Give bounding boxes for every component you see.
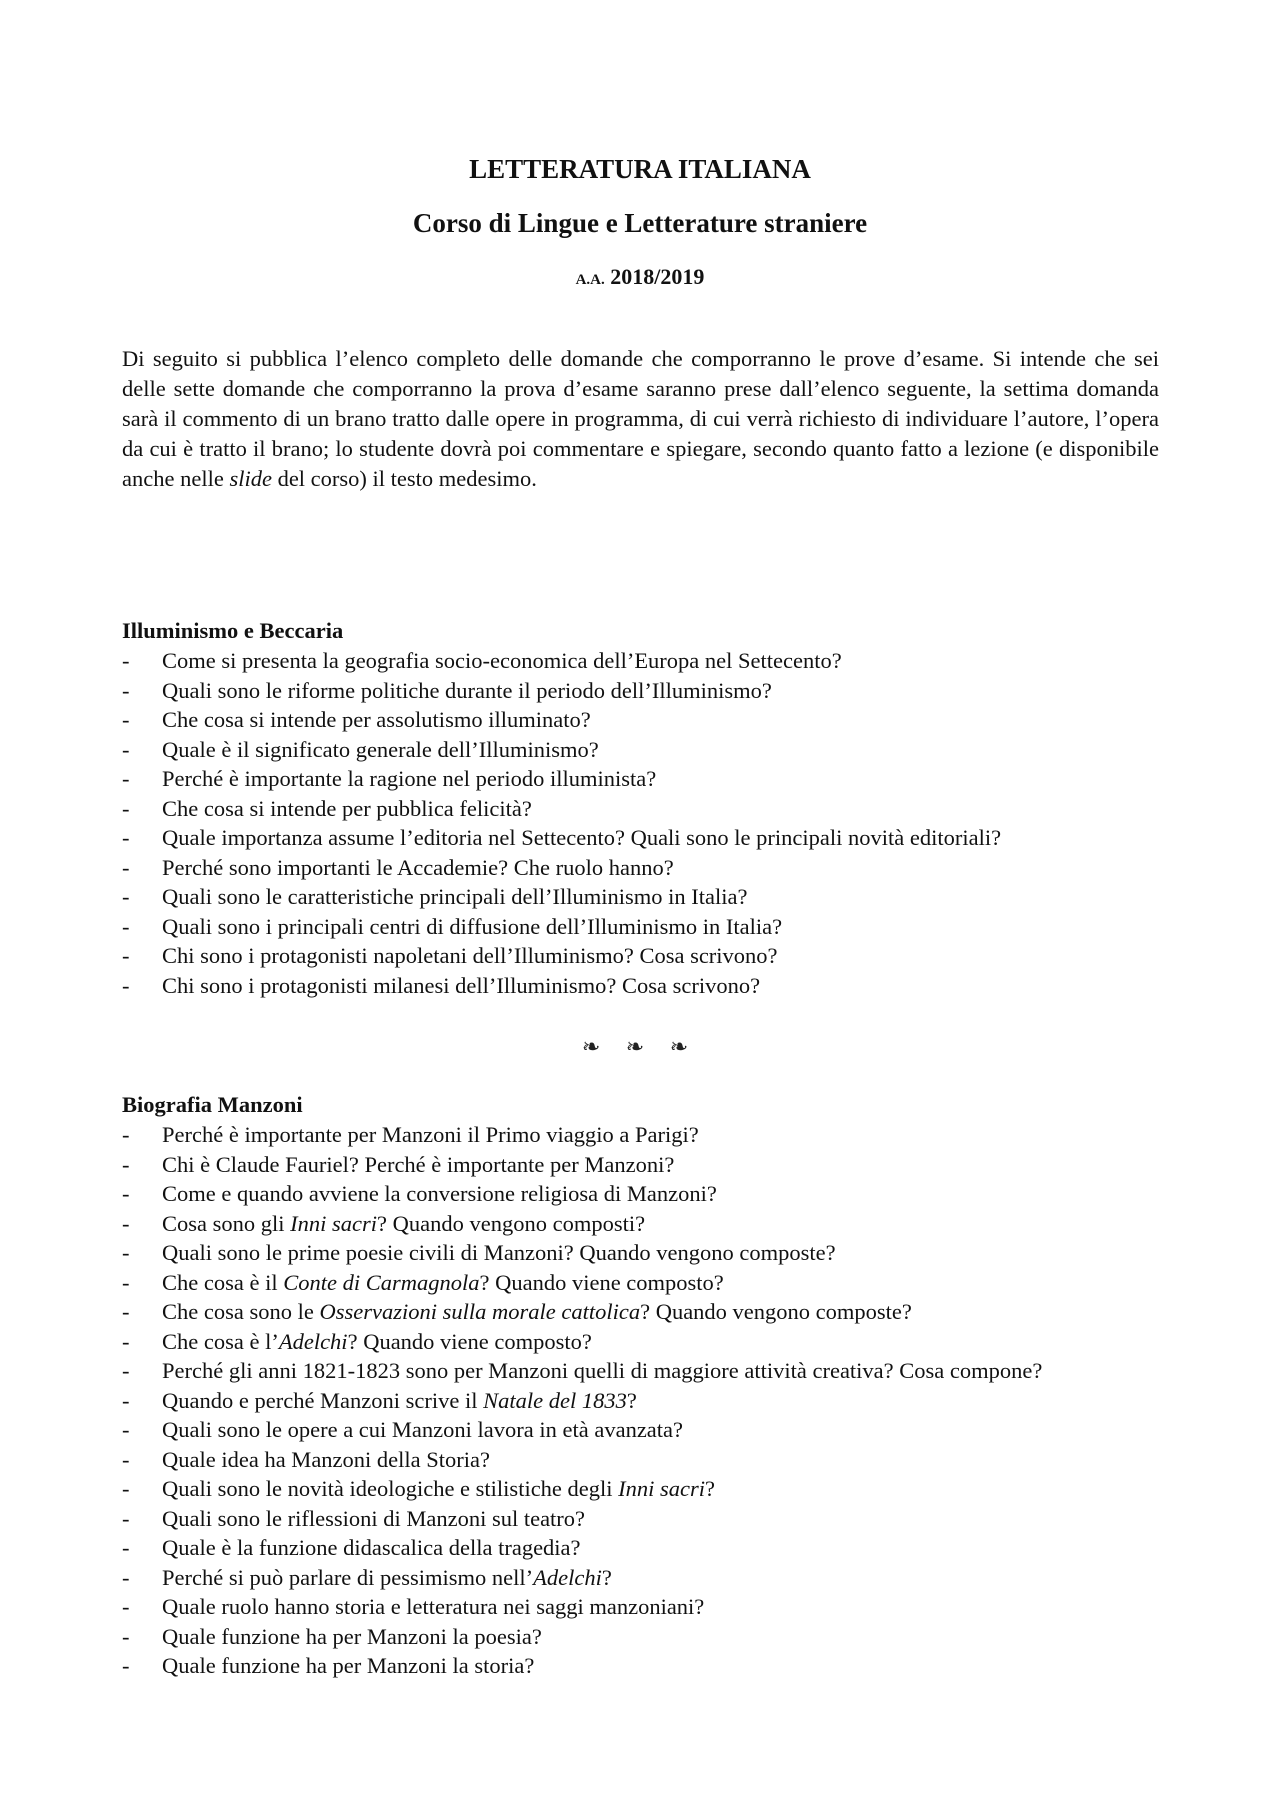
section-divider-ornament: ❧ ❧ ❧ [581,1034,699,1059]
question-text: Perché gli anni 1821-1823 sono per Manzoni quelli di maggiore attività creativa? Cosa compone? [162,1358,1043,1383]
question-item [122,1268,1172,1298]
question-item [122,1563,1172,1593]
question-item [122,912,1172,942]
bullet-dash: - [122,1269,130,1295]
bullet-dash: - [122,1387,130,1413]
question-item [122,1209,1172,1239]
section-heading-illuminismo: Illuminismo e Beccaria [122,618,344,643]
question-item [122,646,1172,676]
intro-italic-word: slide [229,466,272,491]
question-italic-title: Inni sacri [290,1210,378,1236]
bullet-dash: - [122,795,130,821]
question-italic-title: Adelchi [533,1564,602,1590]
question-item [122,1120,1172,1150]
question-item [122,676,1172,706]
bullet-dash: - [122,1564,130,1590]
bullet-dash: - [122,825,130,850]
question-item [122,735,1172,765]
bullet-dash: - [122,913,130,939]
question-list-manzoni [122,1120,1172,1681]
question-item [122,705,1172,735]
question-text: Chi è Claude Fauriel? Perché è importante per Manzoni? [162,1151,675,1177]
section-heading-manzoni: Biografia Manzoni [122,1092,303,1117]
bullet-dash: - [122,1476,130,1501]
question-item [122,764,1172,794]
question-item [122,1415,1172,1445]
question-text: ? Quando vengono composti? [377,1210,646,1236]
question-item [122,941,1172,971]
question-text: Quali sono le novità ideologiche e stilistiche degli [162,1476,619,1501]
question-text: Cosa sono gli [162,1210,291,1236]
question-italic-title: Inni sacri [618,1476,706,1501]
question-text: Chi sono i protagonisti milanesi dell’Illuminismo? Cosa scrivono? [162,972,761,998]
bullet-dash: - [122,1623,130,1649]
question-item [122,1651,1172,1681]
question-item [122,882,1172,912]
bullet-dash: - [122,943,130,968]
question-italic-title: Osservazioni sulla morale cattolica [319,1299,641,1324]
bullet-dash: - [122,1210,130,1236]
question-item [122,1327,1172,1357]
question-item [122,1179,1172,1209]
question-italic-title: Adelchi [278,1328,348,1354]
question-item [122,794,1172,824]
bullet-dash: - [122,766,130,791]
bullet-dash: - [122,648,130,673]
question-text: Come e quando avviene la conversione religiosa di Manzoni? [162,1181,717,1206]
bullet-dash: - [122,1594,130,1619]
question-text: Quali sono le prime poesie civili di Manzoni? Quando vengono composte? [162,1240,836,1265]
question-text: Perché è importante per Manzoni il Primo viaggio a Parigi? [162,1122,699,1147]
question-text: Quale è la funzione didascalica della tragedia? [162,1535,581,1560]
document-title: LETTERATURA ITALIANA [469,154,811,184]
question-item [122,1474,1172,1504]
question-text: ? [705,1476,716,1501]
question-text: Che cosa sono le [162,1299,320,1324]
bullet-dash: - [122,707,130,732]
question-text: Quali sono i principali centri di diffusione dell’Illuminismo in Italia? [162,913,783,939]
bullet-dash: - [122,1535,130,1560]
question-item [122,1504,1172,1534]
question-text: Quale funzione ha per Manzoni la poesia? [162,1623,542,1649]
question-text: Quali sono le opere a cui Manzoni lavora in età avanzata? [162,1417,684,1442]
question-text: Quale è il significato generale dell’Illuminismo? [162,736,599,762]
question-text: Quale idea ha Manzoni della Storia? [162,1446,490,1472]
question-text: Che cosa è il [162,1269,284,1295]
question-item [122,853,1172,883]
question-italic-title: Conte di Carmagnola [283,1269,480,1295]
bullet-dash: - [122,1446,130,1472]
question-item [122,1533,1172,1563]
question-item [122,1386,1172,1416]
question-text: Come si presenta la geografia socio-economica dell’Europa nel Settecento? [162,648,842,673]
question-text: Quali sono le caratteristiche principali dell’Illuminismo in Italia? [162,884,748,909]
bullet-dash: - [122,1505,130,1531]
question-item [122,1622,1172,1652]
bullet-dash: - [122,1358,130,1383]
question-item [122,1238,1172,1268]
document-subtitle: Corso di Lingue e Letterature straniere [412,208,868,238]
question-text: ? Quando viene composto? [479,1269,724,1295]
bullet-dash: - [122,1151,130,1177]
question-text: Quali sono le riflessioni di Manzoni sul teatro? [162,1505,586,1531]
bullet-dash: - [122,1328,130,1354]
question-text: Chi sono i protagonisti napoletani dell’Illuminismo? Cosa scrivono? [162,943,778,968]
question-text: ? Quando vengono composte? [640,1299,912,1324]
question-text: Quale importanza assume l’editoria nel Settecento? Quali sono le principali novità editoriali? [162,825,1002,850]
bullet-dash: - [122,736,130,762]
question-item [122,1297,1172,1327]
bullet-dash: - [122,1417,130,1442]
academic-year-value: 2018/2019 [610,264,705,289]
intro-paragraph [122,344,1159,494]
question-text: Quale funzione ha per Manzoni la storia? [162,1653,535,1678]
question-text: ? Quando viene composto? [347,1328,592,1354]
question-item [122,1356,1172,1386]
academic-year-prefix: A.A. [575,272,605,288]
question-text: Che cosa si intende per pubblica felicità? [162,795,532,821]
question-item [122,823,1172,853]
bullet-dash: - [122,1653,130,1678]
intro-text-after: del corso) il testo medesimo. [271,466,537,491]
bullet-dash: - [122,1299,130,1324]
question-text: Che cosa è l’ [162,1328,279,1354]
bullet-dash: - [122,884,130,909]
question-italic-title: Natale del 1833 [483,1387,627,1413]
question-item [122,1150,1172,1180]
question-text: ? [626,1387,637,1413]
question-text: Quale ruolo hanno storia e letteratura nei saggi manzoniani? [162,1594,705,1619]
question-text: Che cosa si intende per assolutismo illuminato? [162,707,591,732]
bullet-dash: - [122,1122,130,1147]
question-text: ? [601,1564,612,1590]
question-item [122,1592,1172,1622]
question-text: Perché sono importanti le Accademie? Che ruolo hanno? [162,854,674,880]
question-text: Perché è importante la ragione nel periodo illuminista? [162,766,657,791]
bullet-dash: - [122,1181,130,1206]
question-item [122,1445,1172,1475]
bullet-dash: - [122,972,130,998]
question-text: Quali sono le riforme politiche durante il periodo dell’Illuminismo? [162,677,772,703]
intro-text-before: Di seguito si pubblica l’elenco completo delle domande che comporranno le prove d’esame. Si intende che sei delle sette domande che comporranno la prova d’esame saranno prese dall’elenco seguente, la settima domanda sarà il commento di un brano tratto dalle opere in programma, di cui verrà richiesto di individuare l’autore, l’opera da cui è tratto il brano; lo studente dovrà poi commentare e spiegare, secondo quanto fatto a lezione (e disponibile anche nelle [122,346,1159,491]
academic-year [0,263,1280,294]
question-text: Quando e perché Manzoni scrive il [162,1387,484,1413]
question-list-illuminismo [122,646,1172,1000]
bullet-dash: - [122,677,130,703]
question-item [122,971,1172,1001]
bullet-dash: - [122,854,130,880]
bullet-dash: - [122,1240,130,1265]
question-text: Perché si può parlare di pessimismo nell’ [162,1564,534,1590]
